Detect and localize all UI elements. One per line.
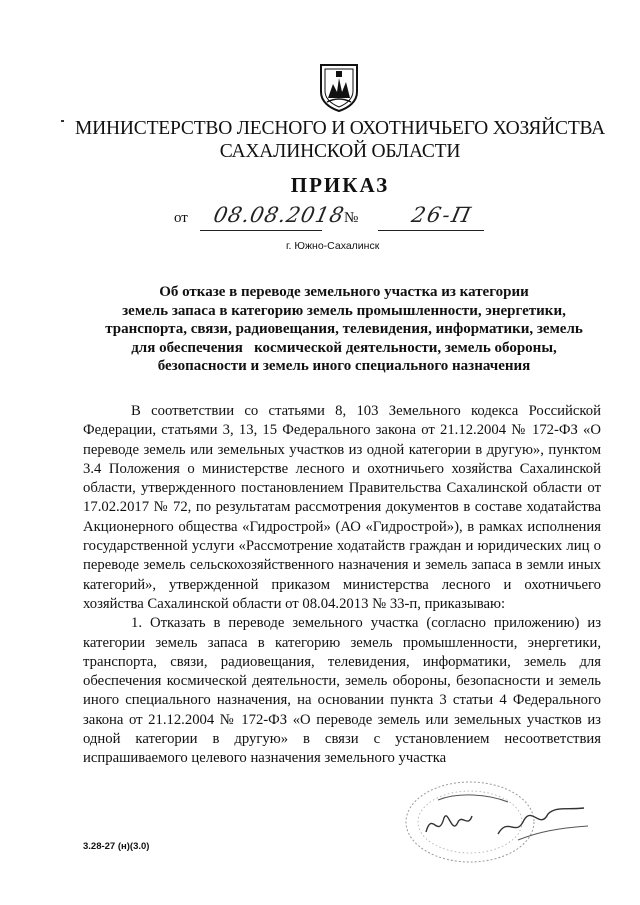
order-title: ПРИКАЗ [290, 173, 390, 197]
form-code: 3.28-27 (н)(3.0) [83, 841, 150, 852]
signature-stamp-icon [398, 770, 598, 870]
handwritten-number: 26-П [409, 203, 475, 227]
ministry-line-1: МИНИСТЕРСТВО ЛЕСНОГО И ОХОТНИЧЬЕГО ХОЗЯЙСТВА [75, 118, 605, 139]
city-name: г. Южно-Сахалинск [286, 240, 380, 252]
number-label: № [344, 210, 359, 226]
ministry-line-2: САХАЛИНСКОЙ ОБЛАСТИ [219, 141, 461, 162]
order-date-number-row [0, 200, 640, 240]
order-body [83, 402, 601, 769]
subject-line-4: для обеспечения космической деятельности, земель обороны, [131, 339, 557, 356]
ministry-name [60, 117, 620, 163]
subject-line-2: земель запаса в категорию земель промышленности, энергетики, [122, 302, 566, 319]
subject-line-1: Об отказе в переводе земельного участка из категории [159, 284, 529, 300]
coat-of-arms-emblem-icon [318, 62, 360, 112]
subject-line-3: транспорта, связи, радиовещания, телевидения, информатики, земель [105, 321, 583, 338]
order-subject [84, 283, 604, 376]
number-underline [378, 230, 484, 231]
subject-line-5: безопасности и земель иного специального назначения [157, 358, 531, 375]
handwritten-date: 08.08.2018 [211, 203, 347, 227]
date-underline [200, 230, 322, 231]
date-label: от [174, 210, 188, 226]
body-paragraph-1: В соответствии со статьями 8, 103 Земельного кодекса Российской Федерации, статьями 3, 13, 15 Федерального закона от 21.12.2004 № 172-ФЗ «О переводе земель или земельных участков из одной категории в другую», пунктом 3.4 Положения о министерстве лесного и охотничьего хозяйства Сахалинской области, утвержденного постановлением Правительства Сахалинской области от 17.02.2017 № 72, по результатам рассмотрения документов в составе ходатайства Акционерного общества «Гидрострой» (АО «Гидрострой»), в рамках исполнения государственной услуги «Рассмотрение ходатайств граждан и юридических лиц о переводе земель сельскохозяйственного назначения и земель запаса в земли иных категорий», утвержденной приказом министерства лесного и охотничьего хозяйства Сахалинской области от 08.04.2013 № 33-п, приказываю: [83, 403, 601, 612]
body-paragraph-2: 1. Отказать в переводе земельного участка (согласно приложению) из категории земель запаса в категорию земель промышленности, энергетики, транспорта, связи, радиовещания, телевидения, информатики, земель для обеспечения космической деятельности, земель обороны, безопасности и земель иного специального назначения, на основании пункта 3 статьи 4 Федерального закона от 21.12.2004 № 172-ФЗ «О переводе земель или земельных участков из одной категории в другую» в связи с установлением несоответствия испрашиваемого целевого назначения земельного участка [83, 615, 601, 767]
